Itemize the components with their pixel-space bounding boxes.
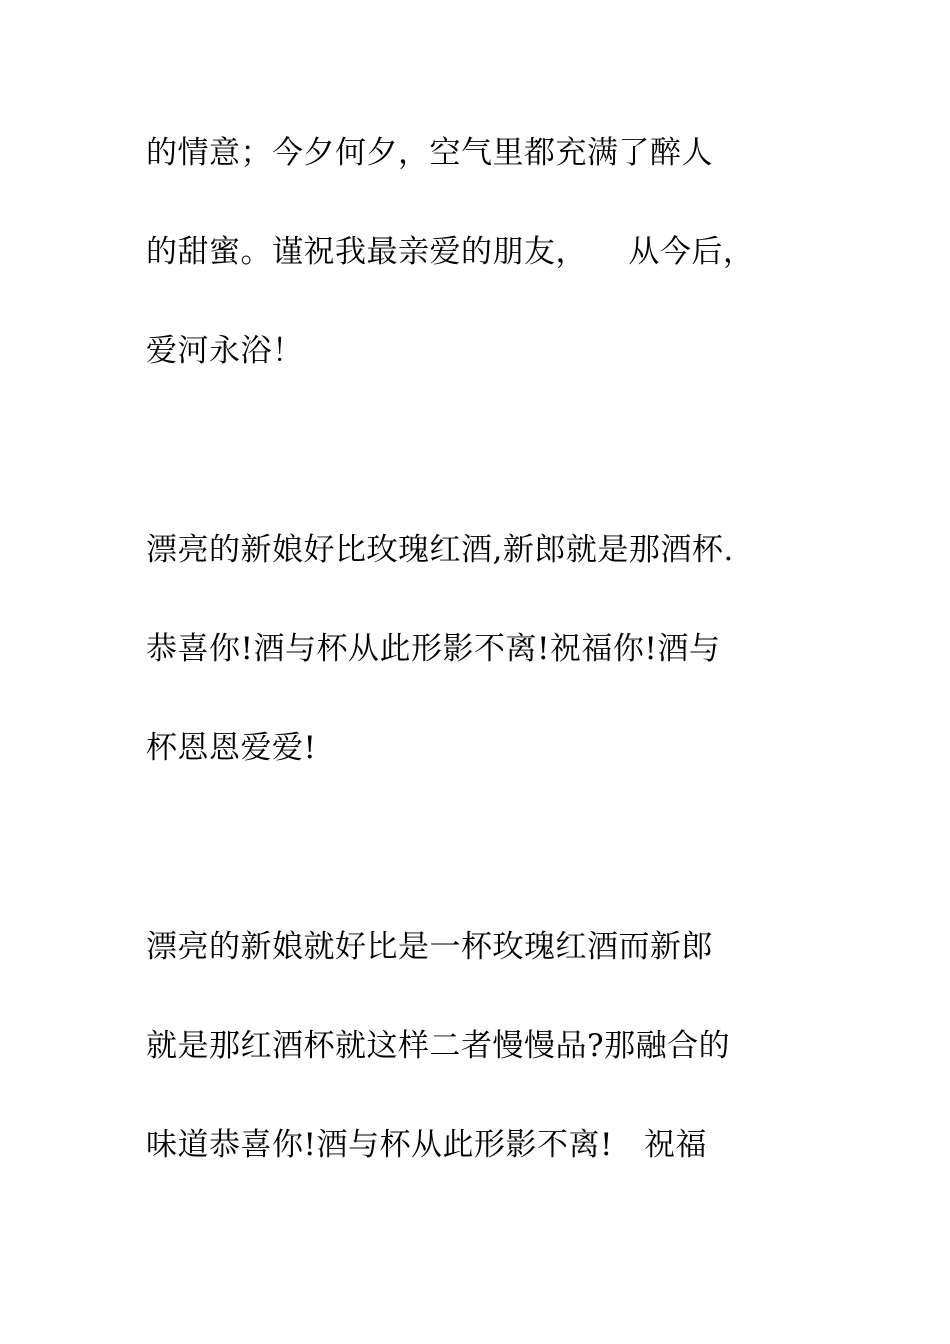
text-line: 漂亮的新娘就好比是一杯玫瑰红酒而新郎 — [146, 929, 713, 965]
text-line: 味道恭喜你!酒与杯从此形影不离! 祝福 — [146, 1127, 707, 1163]
text-line: 漂亮的新娘好比玫瑰红酒,新郎就是那酒杯. — [146, 532, 734, 568]
text-line: 爱河永浴！ — [146, 333, 304, 369]
text-line: 杯恩恩爱爱! — [146, 730, 317, 766]
text-line: 的甜蜜。谨祝我最亲爱的朋友， 从今后， — [146, 234, 755, 270]
text-line: 就是那红酒杯就这样二者慢慢品?那融合的 — [146, 1028, 731, 1064]
text-line: 恭喜你!酒与杯从此形影不离!祝福你!酒与 — [146, 631, 721, 667]
text-line: 的情意；今夕何夕，空气里都充满了醉人 — [146, 135, 713, 171]
